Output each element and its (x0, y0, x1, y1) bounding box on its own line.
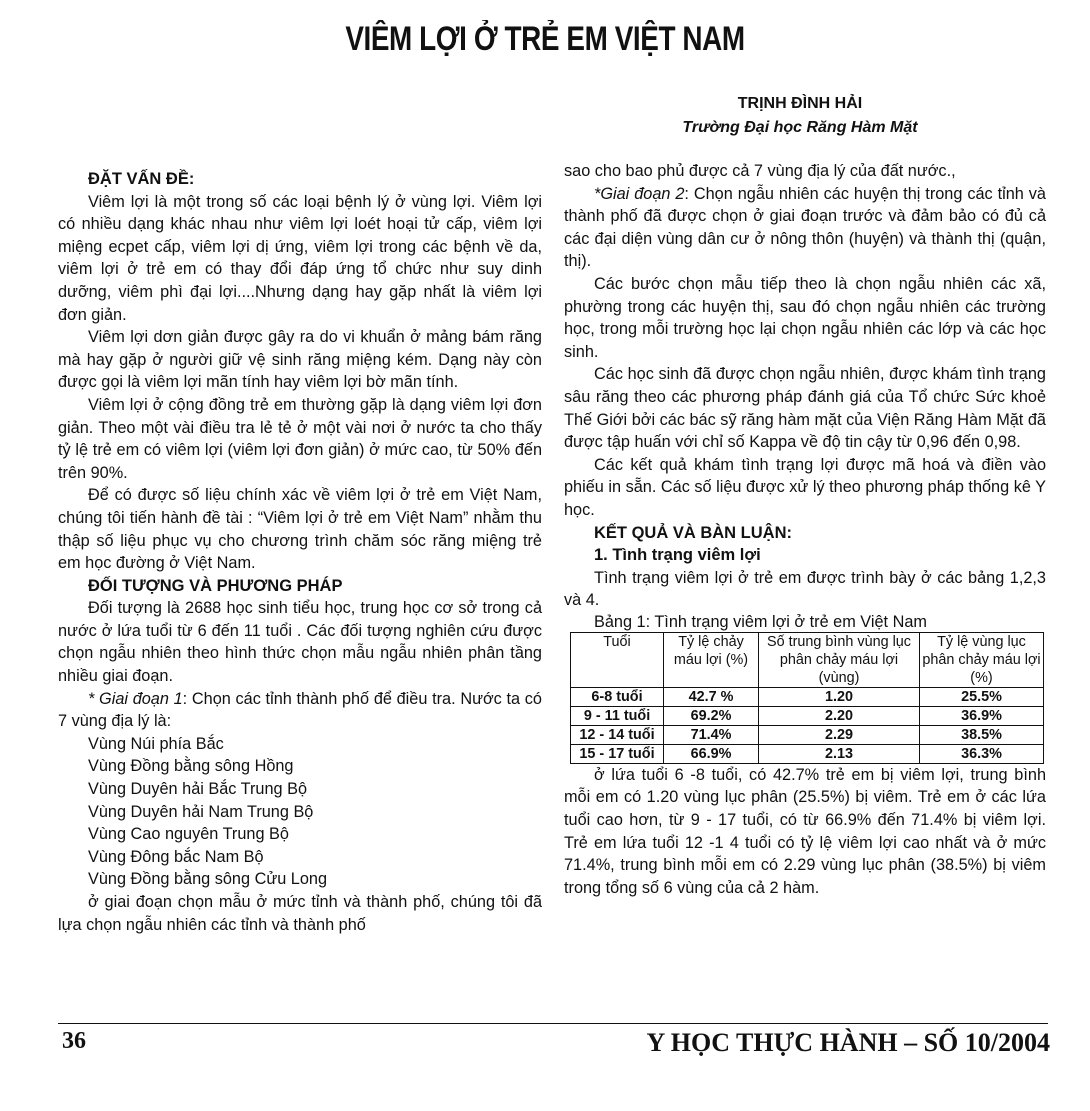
table-header-cell: Tuổi (571, 632, 664, 687)
footer-divider (58, 1023, 1048, 1024)
region-item: Vùng Cao nguyên Trung Bộ (88, 825, 289, 844)
paragraph-phase-2 (564, 183, 1046, 273)
heading-methods: ĐỐI TƯỢNG VÀ PHƯƠNG PHÁP (88, 576, 343, 595)
table-cell: 1.20 (759, 687, 920, 706)
paragraph: ở giai đoạn chọn mẫu ở mức tỉnh và thành phố, chúng tôi đã lựa chọn ngẫu nhiên các tỉnh và thành phố (58, 893, 542, 934)
region-item: Vùng Đồng bằng sông Cửu Long (88, 870, 328, 889)
paragraph: Tình trạng viêm lợi ở trẻ em được trình bày ở các bảng 1,2,3 và 4. (564, 568, 1046, 610)
region-item: Vùng Duyên hải Nam Trung Bộ (88, 802, 314, 821)
paragraph: Để có được số liệu chính xác về viêm lợi ở trẻ em Việt Nam, chúng tôi tiến hành đề tài : “Viêm lợi ở trẻ em Việt Nam” nhằm thu thập số liệu phục vụ cho chương trình chăm sóc răng miệng trẻ em học đường ở Việt Nam. (58, 486, 542, 573)
paragraph: Các học sinh đã được chọn ngẫu nhiên, được khám tình trạng sâu răng theo các phương pháp đánh giá của Tổ chức Sức khoẻ Thế Giới bởi các bác sỹ răng hàm mặt của Viện Răng Hàm Mặt đã được tập huấn với chỉ số Kappa về độ tin cậy từ 0,96 đến 0,98. (564, 365, 1046, 452)
table-cell: 42.7 % (664, 687, 759, 706)
phase-1-label: * Giai đoạn 1 (88, 689, 183, 708)
region-item: Vùng Núi phía Bắc (88, 734, 224, 753)
paragraph: Viêm lợi ở cộng đồng trẻ em thường gặp là dạng viêm lợi đơn giản. Theo một vài điều tra lẻ tẻ ở một vài nơi ở nước ta cho thấy tỷ lệ trẻ em có viêm lợi (viêm lợi đơn giản) ở mức cao, từ 50% đến trên 90%. (58, 395, 542, 482)
heading-gingivitis-status: 1. Tình trạng viêm lợi (594, 546, 761, 565)
heading-results: KẾT QUẢ VÀ BÀN LUẬN: (594, 523, 792, 542)
author-affiliation: Trường Đại học Răng Hàm Mặt (682, 119, 918, 136)
table-row (571, 706, 1044, 725)
table-cell: 15 - 17 tuổi (571, 744, 664, 763)
phase-1-text: : Chọn các tỉnh thành phố để điều tra. Nước ta có 7 vùng địa lý là: (58, 689, 542, 731)
left-column (58, 168, 542, 936)
paragraph: Đối tượng là 2688 học sinh tiểu học, trung học cơ sở trong cả nước ở lứa tuổi từ 6 đến 11 tuổi . Các đối tượng nghiên cứu được chọn ngẫu nhiên theo hình thức chọn mẫu ngẫu nhiên phân tầng nhiều giai đoạn. (58, 599, 542, 686)
table-1 (570, 632, 1044, 764)
paragraph: Viêm lợi là một trong số các loại bệnh lý ở vùng lợi. Viêm lợi có nhiều dạng khác nhau như viêm lợi loét hoại tử cấp, viêm lợi miệng ecpet cấp, viêm lợi dị ứng, viêm lợi trong các bệnh về da, viêm lợi ở trẻ em có thay đổi đáp ứng tổ chức như suy dinh dưỡng, viêm phì đại lợi....Nhưng dạng hay gặp nhất là viêm lợi đơn giản. (58, 192, 542, 324)
page-number: 36 (62, 1028, 86, 1054)
right-column (564, 160, 1046, 899)
phase-2-text: : Chọn ngẫu nhiên các huyện thị trong các tỉnh và thành phố đã được chọn ở giai đoạn trước và đảm bảo có đủ cả các đại diện vùng dân cư ở nông thôn (huyện) và thành thị (quận, thị). (564, 184, 1046, 271)
paragraph-phase-1 (58, 688, 542, 733)
table-cell: 36.9% (920, 706, 1044, 725)
author-block (590, 92, 1010, 140)
phase-2-label: *Giai đoạn 2 (594, 184, 685, 203)
paragraph: sao cho bao phủ được cả 7 vùng địa lý của đất nước., (564, 162, 956, 180)
table-cell: 36.3% (920, 744, 1044, 763)
region-item: Vùng Duyên hải Bắc Trung Bộ (88, 780, 308, 799)
table-header-cell: Tỷ lệ chảy máu lợi (%) (664, 632, 759, 687)
table-cell: 2.13 (759, 744, 920, 763)
region-item: Vùng Đồng bằng sông Hồng (88, 757, 294, 776)
table-cell: 2.20 (759, 706, 920, 725)
region-item: Vùng Đông bắc Nam Bộ (88, 847, 264, 866)
table-cell: 6-8 tuổi (571, 687, 664, 706)
paragraph: Các bước chọn mẫu tiếp theo là chọn ngẫu nhiên các xã, phường trong các huyện thị, sau đó chọn ngẫu nhiên các trường học, trong mỗi trường học lại chọn ngẫu nhiên các lớp và các học sinh. (564, 274, 1046, 361)
table-header-cell: Tỷ lệ vùng lục phân chảy máu lợi (%) (920, 632, 1044, 687)
table-header-cell: Số trung bình vùng lục phân chảy máu lợi (vùng) (759, 632, 920, 687)
table-cell: 69.2% (664, 706, 759, 725)
table-cell: 71.4% (664, 725, 759, 744)
table-header-row (571, 632, 1044, 687)
table-cell: 2.29 (759, 725, 920, 744)
table-cell: 38.5% (920, 725, 1044, 744)
table-row (571, 725, 1044, 744)
paragraph: Các kết quả khám tình trạng lợi được mã hoá và điền vào phiếu in sẵn. Các số liệu được xử lý theo phương pháp thống kê Y học. (564, 455, 1046, 519)
journal-name: Y HỌC THỰC HÀNH – SỐ 10/2004 (646, 1028, 1050, 1057)
table-cell: 12 - 14 tuổi (571, 725, 664, 744)
table-row (571, 744, 1044, 763)
paragraph: Viêm lợi dơn giản được gây ra do vi khuẩn ở mảng bám răng mà hay gặp ở người giữ vệ sinh răng miệng kém. Dạng này còn được gọi là viêm lợi mãn tính hay viêm lợi bờ mãn tính. (58, 328, 542, 392)
table-cell: 66.9% (664, 744, 759, 763)
table-caption: Bảng 1: Tình trạng viêm lợi ở trẻ em Việt Nam (594, 612, 927, 631)
table-cell: 25.5% (920, 687, 1044, 706)
table-row (571, 687, 1044, 706)
paragraph: ở lứa tuổi 6 -8 tuổi, có 42.7% trẻ em bị viêm lợi, trung bình mỗi em có 1.20 vùng lục phân (25.5%) bị viêm. Trẻ em ở các lứa tuổi cao hơn, từ 9 - 17 tuổi, có từ 66.9% đến 71.4% bị viêm lợi. Trẻ em lứa tuổi 12 -1 4 tuổi có tỷ lệ viêm lợi cao nhất và ở mức 71.4%, trung bình mỗi em có 2.29 vùng lục phân (38.5%) bị viêm trong tổng số 6 vùng của cả 2 hàm. (564, 765, 1046, 897)
author-name: TRỊNH ĐÌNH HẢI (737, 95, 863, 112)
article-title: VIÊM LỢI Ở TRẺ EM VIỆT NAM (345, 20, 745, 58)
table-cell: 9 - 11 tuổi (571, 706, 664, 725)
heading-introduction: ĐẶT VẤN ĐỀ: (88, 170, 195, 188)
